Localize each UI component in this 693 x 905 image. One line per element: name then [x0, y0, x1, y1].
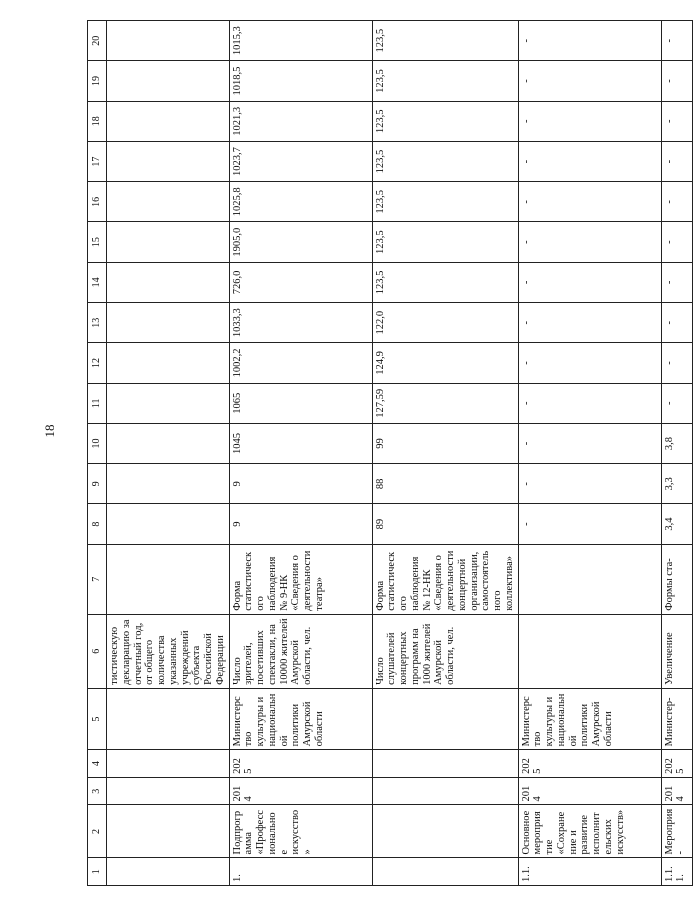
value-cell: -: [518, 343, 661, 383]
row-number: [107, 858, 230, 886]
value-cell: -: [661, 21, 692, 61]
value-cell: -: [518, 504, 661, 544]
value-cell: 123,5: [372, 262, 518, 302]
responsible-executor: [107, 688, 230, 749]
table-row: [518, 21, 661, 886]
header-cell: 5: [88, 688, 107, 749]
value-cell: [107, 61, 230, 101]
indicator-name: тистическую декларацию за отчетный год, от общего количества указанных учреждений субъекта Российской Федерации: [107, 614, 230, 688]
data-source: [107, 544, 230, 614]
value-cell: -: [518, 303, 661, 343]
value-cell: -: [518, 21, 661, 61]
header-cell: 14: [88, 262, 107, 302]
value-cell: 1015,3: [229, 21, 372, 61]
value-cell: 99: [372, 423, 518, 463]
value-cell: 127,59: [372, 383, 518, 423]
value-cell: -: [518, 61, 661, 101]
value-cell: 123,5: [372, 141, 518, 181]
value-cell: [107, 21, 230, 61]
end-year: [107, 750, 230, 778]
header-row: [88, 21, 107, 886]
value-cell: 1018,5: [229, 61, 372, 101]
value-cell: -: [661, 141, 692, 181]
value-cell: 3,3: [661, 464, 692, 504]
row-number: 1.: [229, 858, 372, 886]
value-cell: 1025,8: [229, 182, 372, 222]
table-container: [87, 20, 687, 886]
row-number: 1.1.: [518, 858, 661, 886]
value-cell: [107, 222, 230, 262]
table-row: [661, 21, 692, 886]
page-number: 18: [42, 424, 57, 438]
value-cell: 123,5: [372, 101, 518, 141]
value-cell: -: [661, 343, 692, 383]
value-cell: -: [518, 101, 661, 141]
value-cell: -: [518, 222, 661, 262]
value-cell: -: [661, 101, 692, 141]
header-cell: 3: [88, 777, 107, 805]
responsible-executor: Министерство культуры и национальной политики Амурской области: [518, 688, 661, 749]
value-cell: 1045: [229, 423, 372, 463]
row-number: 1.1.1.: [661, 858, 692, 886]
end-year: 2025: [229, 750, 372, 778]
end-year: 2025: [661, 750, 692, 778]
value-cell: [107, 262, 230, 302]
value-cell: -: [661, 182, 692, 222]
responsible-executor: Министерство культуры и национальной политики Амурской области: [229, 688, 372, 749]
start-year: 2014: [661, 777, 692, 805]
value-cell: -: [518, 141, 661, 181]
indicator-name: [518, 614, 661, 688]
end-year: 2025: [518, 750, 661, 778]
table-row: [229, 21, 372, 886]
header-cell: 19: [88, 61, 107, 101]
value-cell: -: [518, 423, 661, 463]
value-cell: -: [661, 383, 692, 423]
value-cell: -: [661, 222, 692, 262]
value-cell: 9: [229, 504, 372, 544]
start-year: [372, 777, 518, 805]
program-name: Подпрограмма «Профессиональное искусство»: [229, 805, 372, 858]
value-cell: 1033,3: [229, 303, 372, 343]
start-year: 2014: [518, 777, 661, 805]
header-cell: 10: [88, 423, 107, 463]
header-cell: 6: [88, 614, 107, 688]
value-cell: 1023,7: [229, 141, 372, 181]
row-number: [372, 858, 518, 886]
end-year: [372, 750, 518, 778]
responsible-executor: Министер-: [661, 688, 692, 749]
value-cell: 1021,3: [229, 101, 372, 141]
header-cell: 13: [88, 303, 107, 343]
value-cell: [107, 343, 230, 383]
value-cell: 3,8: [661, 423, 692, 463]
program-name: [107, 805, 230, 858]
header-cell: 8: [88, 504, 107, 544]
header-cell: 17: [88, 141, 107, 181]
header-cell: 2: [88, 805, 107, 858]
data-source: Форма статистического наблюдения № 12-НК «Сведения о деятельности концертной организации, самостоятельного коллектива»: [372, 544, 518, 614]
value-cell: 1002,2: [229, 343, 372, 383]
header-cell: 11: [88, 383, 107, 423]
value-cell: 123,5: [372, 21, 518, 61]
header-cell: 1: [88, 858, 107, 886]
value-cell: [107, 423, 230, 463]
header-cell: 20: [88, 21, 107, 61]
value-cell: 88: [372, 464, 518, 504]
indicator-name: Число слушателей концертных программ на 1000 жителей Амурской области, чел.: [372, 614, 518, 688]
start-year: 2014: [229, 777, 372, 805]
value-cell: 124,9: [372, 343, 518, 383]
value-cell: -: [661, 61, 692, 101]
value-cell: 123,5: [372, 182, 518, 222]
indicator-name: Число зрителей, посетивших спектакли, на 10000 жителей Амурской области, чел.: [229, 614, 372, 688]
header-cell: 12: [88, 343, 107, 383]
value-cell: [107, 303, 230, 343]
header-cell: 15: [88, 222, 107, 262]
value-cell: [107, 101, 230, 141]
header-cell: 7: [88, 544, 107, 614]
data-source: [518, 544, 661, 614]
value-cell: -: [661, 262, 692, 302]
value-cell: -: [518, 464, 661, 504]
header-cell: 18: [88, 101, 107, 141]
value-cell: -: [518, 262, 661, 302]
value-cell: [107, 504, 230, 544]
value-cell: -: [661, 303, 692, 343]
start-year: [107, 777, 230, 805]
header-cell: 4: [88, 750, 107, 778]
value-cell: 122,0: [372, 303, 518, 343]
value-cell: [107, 383, 230, 423]
data-source: Формы ста-: [661, 544, 692, 614]
value-cell: 1065: [229, 383, 372, 423]
value-cell: 123,5: [372, 61, 518, 101]
value-cell: -: [518, 182, 661, 222]
value-cell: -: [518, 383, 661, 423]
value-cell: 3,4: [661, 504, 692, 544]
program-name: Мероприя-: [661, 805, 692, 858]
value-cell: 1905,0: [229, 222, 372, 262]
value-cell: 123,5: [372, 222, 518, 262]
value-cell: [107, 464, 230, 504]
table-row: [372, 21, 518, 886]
data-source: Форма статистического наблюдения № 9-НК «Сведения о деятельности театра»: [229, 544, 372, 614]
indicator-name: Увеличение: [661, 614, 692, 688]
table-row: [107, 21, 230, 886]
value-cell: 9: [229, 464, 372, 504]
indicators-table: [87, 20, 693, 886]
header-cell: 9: [88, 464, 107, 504]
header-cell: 16: [88, 182, 107, 222]
value-cell: 89: [372, 504, 518, 544]
value-cell: [107, 141, 230, 181]
responsible-executor: [372, 688, 518, 749]
value-cell: [107, 182, 230, 222]
program-name: [372, 805, 518, 858]
table-rotated-wrapper: [87, 20, 687, 886]
value-cell: 726,0: [229, 262, 372, 302]
program-name: Основное мероприятие «Сохранение и развитие исполнительских искусств»: [518, 805, 661, 858]
